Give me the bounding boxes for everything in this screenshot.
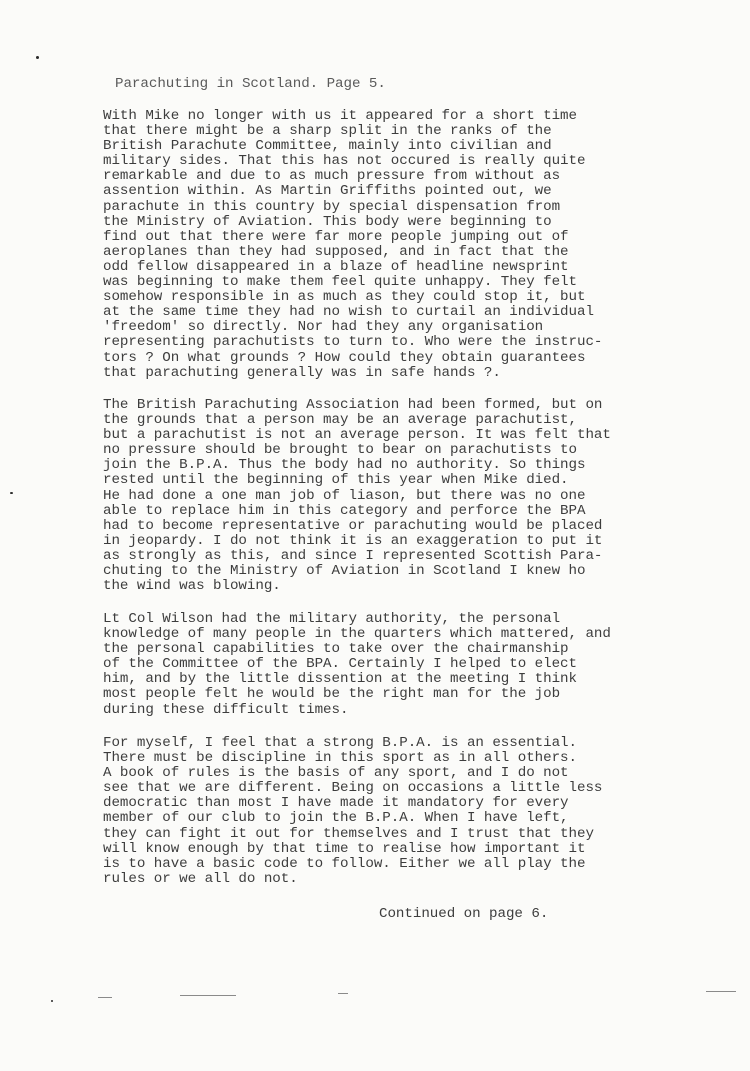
paragraph-2	[103, 398, 663, 594]
text-line: assention within. As Martin Griffiths pointed out, we	[103, 183, 552, 200]
ink-speck	[10, 492, 13, 494]
text-line: representing parachutists to turn to. Who were the instruc-	[103, 334, 603, 351]
text-line: the wind was blowing.	[103, 578, 281, 595]
paragraph-3	[103, 612, 663, 718]
text-line: He had done a one man job of liason, but there was no one	[103, 487, 586, 504]
text-line: at the same time they had no wish to curtail an individual	[103, 304, 594, 321]
text-line: remarkable and due to as much pressure from without as	[103, 168, 561, 185]
text-line: aeroplanes than they had supposed, and in fact that the	[103, 243, 569, 260]
text-line: knowledge of many people in the quarters which mattered, and	[103, 626, 611, 643]
text-line: of the Committee of the BPA. Certainly I helped to elect	[103, 656, 577, 673]
text-line: parachute in this country by special dispensation from	[103, 198, 561, 215]
text-line: 'freedom' so directly. Nor had they any organisation	[103, 319, 544, 336]
text-line: A book of rules is the basis of any sport, and I do not	[103, 765, 569, 782]
text-line: odd fellow disappeared in a blaze of headline newsprint	[103, 258, 569, 275]
ink-speck	[36, 56, 39, 59]
text-line: as strongly as this, and since I represented Scottish Para-	[103, 547, 603, 564]
text-line: join the B.P.A. Thus the body had no authority. So things	[103, 457, 586, 474]
text-line: that parachuting generally was in safe hands ?.	[103, 364, 501, 381]
text-line: the Ministry of Aviation. This body were beginning to	[103, 213, 552, 230]
text-line: somehow responsible in as much as they could stop it, but	[103, 289, 586, 306]
text-line: British Parachute Committee, mainly into civilian and	[103, 138, 552, 155]
text-line: was beginning to make them feel quite unhappy. They felt	[103, 274, 577, 291]
text-line: tors ? On what grounds ? How could they obtain guarantees	[103, 349, 586, 366]
text-line: the grounds that a person may be an average parachutist,	[103, 412, 577, 429]
text-line: most people felt he would be the right man for the job	[103, 686, 561, 703]
text-line: in jeopardy. I do not think it is an exaggeration to put it	[103, 532, 603, 549]
paragraph-1	[103, 109, 663, 381]
text-line: will know enough by that time to realise how important it	[103, 840, 586, 857]
text-line: Lt Col Wilson had the military authority, the personal	[103, 611, 561, 627]
text-line: rested until the beginning of this year when Mike died.	[103, 472, 569, 489]
text-line: but a parachutist is not an average person. It was felt that	[103, 427, 611, 444]
text-line: during these difficult times.	[103, 701, 349, 718]
text-line: no pressure should be brought to bear on parachutists to	[103, 442, 577, 459]
text-line: rules or we all do not.	[103, 870, 298, 887]
text-line: chuting to the Ministry of Aviation in Scotland I knew ho	[103, 563, 586, 580]
text-line: For myself, I feel that a strong B.P.A. is an essential.	[103, 735, 577, 751]
paragraph-4	[103, 736, 663, 887]
dash-mark	[180, 995, 236, 996]
text-line: There must be discipline in this sport as in all others.	[103, 750, 577, 767]
page-heading: Parachuting in Scotland. Page 5.	[115, 76, 386, 92]
text-line: is to have a basic code to follow. Either we all play the	[103, 855, 586, 872]
text-line: find out that there were far more people jumping out of	[103, 228, 569, 245]
text-line: him, and by the little dissention at the meeting I think	[103, 671, 577, 688]
text-line: democratic than most I have made it mandatory for every	[103, 795, 569, 812]
dash-mark	[706, 991, 736, 992]
text-line: the personal capabilities to take over the chairmanship	[103, 641, 569, 658]
ink-speck	[51, 1000, 53, 1002]
text-line: military sides. That this has not occured is really quite	[103, 153, 586, 170]
text-line: The British Parachuting Association had been formed, but on	[103, 397, 603, 413]
dash-mark	[98, 997, 112, 998]
text-line: able to replace him in this category and perforce the BPA	[103, 502, 586, 519]
dash-mark	[338, 993, 348, 994]
text-line: see that we are different. Being on occasions a little less	[103, 780, 603, 797]
continued-note: Continued on page 6.	[379, 906, 549, 922]
text-line: they can fight it out for themselves and I trust that they	[103, 825, 594, 842]
text-line: that there might be a sharp split in the ranks of the	[103, 123, 552, 140]
text-line: member of our club to join the B.P.A. When I have left,	[103, 810, 569, 827]
text-line: With Mike no longer with us it appeared for a short time	[103, 108, 577, 124]
text-line: had to become representative or parachuting would be placed	[103, 517, 603, 534]
